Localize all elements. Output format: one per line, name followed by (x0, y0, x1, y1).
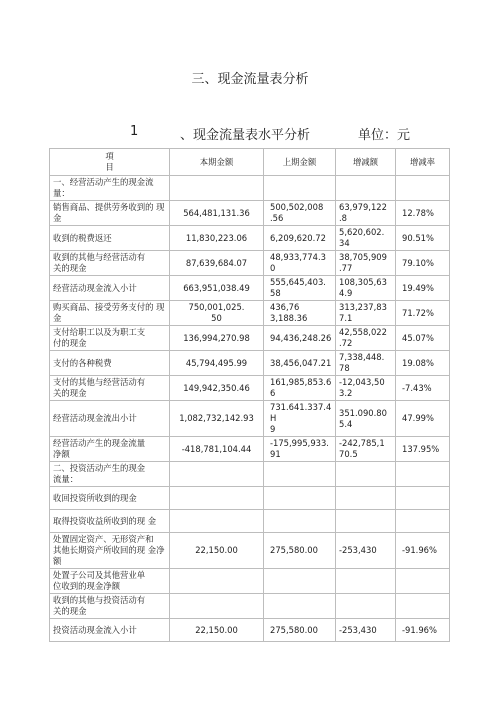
table-row (50, 176, 450, 201)
cell-previous: 275,580.00 (264, 619, 336, 642)
cell-current: 22,150.00 (170, 619, 264, 642)
cell-item: 支付给职工以及为职工支 付的现金 (50, 326, 170, 351)
cell-rate: 19.49% (396, 276, 450, 301)
cell-current: -418,781,104.44 (170, 437, 264, 462)
cell-item: 二、投资活动产生的现金 流量： (50, 462, 170, 487)
header-rate: 增减率 (396, 149, 450, 176)
cell-previous: 6,209,620.72 (264, 226, 336, 251)
cell-rate (396, 176, 450, 201)
table-row (50, 351, 450, 376)
table-body (50, 176, 450, 642)
cell-rate: 12.78% (396, 201, 450, 226)
cell-item: 经营活动现金流出小计 (50, 401, 170, 437)
table-row (50, 276, 450, 301)
cell-item: 投资活动现金流入小计 (50, 619, 170, 642)
cell-current (170, 510, 264, 533)
header-current: 本期金额 (170, 149, 264, 176)
cell-change: 63,979,122 .8 (336, 201, 396, 226)
cell-current: 136,994,270.98 (170, 326, 264, 351)
cell-current: 663,951,038.49 (170, 276, 264, 301)
cell-previous (264, 510, 336, 533)
table-row (50, 201, 450, 226)
page-title: 三、现金流量表分析 (191, 72, 309, 87)
cell-change: 38,705,909 .77 (336, 251, 396, 276)
cell-change: 7,338,448. 78 (336, 351, 396, 376)
section-number: 1 (130, 124, 139, 139)
cell-current: 87,639,684.07 (170, 251, 264, 276)
table-row (50, 251, 450, 276)
table-row (50, 594, 450, 619)
cell-current (170, 462, 264, 487)
cell-item: 收到的其他与经营活动有 关的现金 (50, 251, 170, 276)
table-row (50, 437, 450, 462)
cell-previous: 731.641.337.4 H 9 (264, 401, 336, 437)
table-row (50, 301, 450, 326)
cell-rate (396, 487, 450, 510)
cell-previous (264, 462, 336, 487)
cell-change: -253,430 (336, 619, 396, 642)
cell-current (170, 176, 264, 201)
cell-rate: 79.10% (396, 251, 450, 276)
table-header-row (50, 149, 450, 176)
cell-change (336, 510, 396, 533)
cell-previous: 38,456,047.21 (264, 351, 336, 376)
cell-rate (396, 462, 450, 487)
header-change: 增减额 (336, 149, 396, 176)
table-row (50, 376, 450, 401)
cell-rate: 45.07% (396, 326, 450, 351)
cell-rate: 137.95% (396, 437, 450, 462)
cell-item: 一、经营活动产生的现金流 量： (50, 176, 170, 201)
cell-rate: 47.99% (396, 401, 450, 437)
cell-item: 支付的其他与经营活动有 关的现金 (50, 376, 170, 401)
cell-change (336, 462, 396, 487)
header-previous: 上期金额 (264, 149, 336, 176)
cell-rate (396, 569, 450, 594)
cell-previous (264, 594, 336, 619)
cell-item: 经营活动产生的现金流量 净额 (50, 437, 170, 462)
table-row (50, 569, 450, 594)
cell-change: -253,430 (336, 533, 396, 569)
cell-rate: 71.72% (396, 301, 450, 326)
table-row (50, 226, 450, 251)
cell-item: 处置子公司及其他营业单 位收到的现金净额 (50, 569, 170, 594)
header-item: 項 目 (50, 149, 170, 176)
cell-current: 1,082,732,142.93 (170, 401, 264, 437)
table-row (50, 487, 450, 510)
cell-rate: 90.51% (396, 226, 450, 251)
cell-rate (396, 594, 450, 619)
cell-rate: -91.96% (396, 619, 450, 642)
cell-current: 564,481,131.36 (170, 201, 264, 226)
table-row (50, 462, 450, 487)
cell-change: -242,785,1 70.5 (336, 437, 396, 462)
cell-item: 取得投资收益所收到的现 金 (50, 510, 170, 533)
cell-change: 5,620,602. 34 (336, 226, 396, 251)
cell-change: 42,558,022 .72 (336, 326, 396, 351)
cell-item: 收到的其他与投资活动有 关的现金 (50, 594, 170, 619)
cell-previous: 436,76 3,188.36 (264, 301, 336, 326)
cell-current (170, 594, 264, 619)
cell-rate: 19.08% (396, 351, 450, 376)
cash-flow-table (49, 148, 450, 642)
section-title: 、现金流量表水平分析 (180, 128, 311, 143)
cell-previous (264, 176, 336, 201)
cell-previous: 275,580.00 (264, 533, 336, 569)
cell-previous: 48,933,774.3 0 (264, 251, 336, 276)
cell-previous: -175,995,933. 91 (264, 437, 336, 462)
table-row (50, 533, 450, 569)
cell-current: 11,830,223.06 (170, 226, 264, 251)
cell-rate: -91.96% (396, 533, 450, 569)
section-subheading (0, 124, 500, 144)
cell-change (336, 487, 396, 510)
cell-previous: 500,502,008 .56 (264, 201, 336, 226)
cell-item: 经营活动现金流入小计 (50, 276, 170, 301)
cell-change (336, 176, 396, 201)
cell-current (170, 487, 264, 510)
cell-current: 45,794,495.99 (170, 351, 264, 376)
table-row (50, 510, 450, 533)
cell-previous (264, 569, 336, 594)
cell-previous: 94,436,248.26 (264, 326, 336, 351)
cell-current: 22,150.00 (170, 533, 264, 569)
cell-item: 支付的各种税费 (50, 351, 170, 376)
cell-current (170, 569, 264, 594)
unit-label: 单位：元 (358, 128, 411, 143)
cell-change (336, 594, 396, 619)
cell-item: 收回投资所收到的现金 (50, 487, 170, 510)
cell-item: 销售商品、提供劳务收到的 现金 (50, 201, 170, 226)
cell-item: 收到的税费返还 (50, 226, 170, 251)
cell-previous: 161,985,853.6 6 (264, 376, 336, 401)
cell-change (336, 569, 396, 594)
cell-previous (264, 487, 336, 510)
table-row (50, 401, 450, 437)
cell-rate: -7.43% (396, 376, 450, 401)
cell-change: 313,237,83 7.1 (336, 301, 396, 326)
cell-current: 750,001,025. 50 (170, 301, 264, 326)
cell-previous: 555,645,403. 58 (264, 276, 336, 301)
cell-current: 149,942,350.46 (170, 376, 264, 401)
table-row (50, 326, 450, 351)
cell-rate (396, 510, 450, 533)
cell-item: 处置固定资产、无形资产和 其他长期资产所收回的现 金净额 (50, 533, 170, 569)
table-row (50, 619, 450, 642)
cell-change: 108,305,63 4.9 (336, 276, 396, 301)
cell-change: 351.090.80 5.4 (336, 401, 396, 437)
cell-item: 购买商品、接受劳务支付的 现金 (50, 301, 170, 326)
cell-change: -12,043,50 3.2 (336, 376, 396, 401)
